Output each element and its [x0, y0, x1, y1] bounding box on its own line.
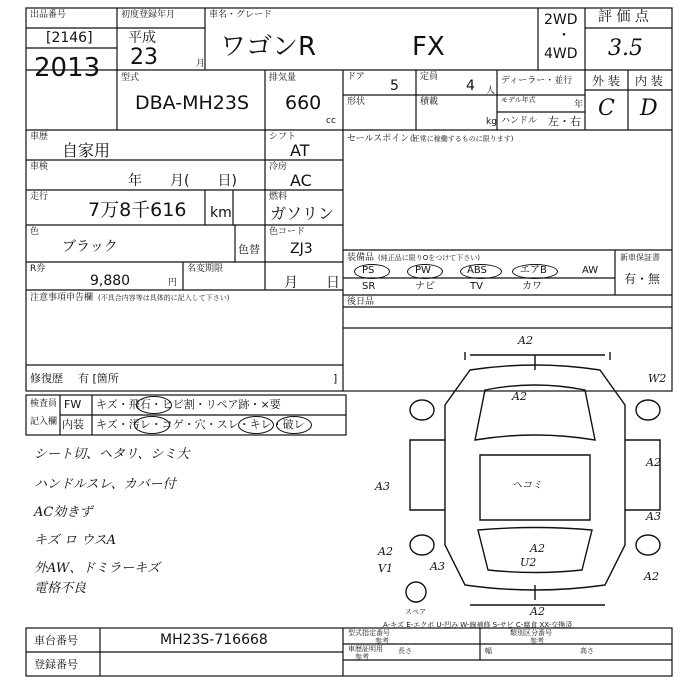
damage-mark: A2	[530, 542, 545, 555]
ac-value: AC	[290, 171, 312, 190]
damage-mark: W2	[648, 372, 667, 385]
equip-leather: カワ	[522, 281, 542, 292]
score-label: 評 価 点	[598, 9, 649, 25]
equip-aw: AW	[582, 265, 599, 276]
int-label: 内 装	[635, 74, 663, 88]
era-year: 23	[130, 45, 158, 70]
note-line: AC効きず	[34, 505, 93, 520]
name-change-value: 月 日	[284, 275, 340, 291]
sales-note: (正常に稼働するものに限ります)	[410, 135, 514, 143]
ac-label: 冷房	[269, 162, 288, 172]
length-label: 長さ	[398, 647, 412, 655]
dealer-label: ディーラー・並行	[501, 76, 573, 86]
model-value: DBA-MH23S	[135, 92, 250, 114]
damage-mark: A2	[378, 545, 393, 558]
door-label: ドア	[347, 72, 365, 82]
caution-label: 注意事項申告欄	[30, 293, 94, 303]
equip-abs: ABS	[467, 265, 487, 276]
year-unit: 年	[574, 100, 584, 110]
category-label: 類別区分番号	[510, 629, 552, 637]
int-check-items: キズ・汚レ・コゲ・穴・スレ・キレ・破レ	[96, 418, 305, 431]
equip-pw: PW	[415, 265, 431, 276]
damage-mark: A2	[518, 334, 533, 347]
car-history-sub: 参考	[355, 653, 369, 661]
mileage-value: 7万8千616	[88, 199, 187, 221]
name-change-label: 名変期限	[187, 264, 224, 274]
kg-unit: kg	[486, 117, 497, 127]
legend: A-キズ E-エクボ U-凹み W-線補修 S-サビ C-腐食 XX-交換済	[383, 621, 573, 629]
chip-circle	[136, 396, 172, 414]
damage-mark: A2	[530, 605, 545, 618]
recycle-label: R券	[30, 264, 46, 274]
inspection-value: 年 月( 日)	[128, 173, 237, 189]
cert-label: 型式指定番号	[348, 629, 390, 637]
model-year-label: モデル年式	[501, 96, 536, 104]
color-code-label: 色コード	[269, 227, 306, 237]
damage-mark: A2	[646, 456, 661, 469]
era: 平成	[128, 30, 156, 46]
int-check-label: 内装	[62, 418, 84, 431]
person-unit: 人	[486, 86, 496, 96]
color-code-value: ZJ3	[290, 241, 313, 257]
guarantee-label: 新車保証書	[620, 253, 660, 262]
equip-ps: PS	[362, 265, 375, 276]
chassis-label: 車台番号	[34, 634, 78, 647]
door-value: 5	[390, 78, 399, 94]
drive-4wd: 4WD	[544, 46, 578, 62]
mileage-label: 走行	[30, 192, 49, 202]
caution-note: (不具合内容等は具体的に記入して下さい)	[98, 294, 230, 302]
capacity-value: 4	[466, 78, 475, 94]
color-change-label: 色替	[238, 243, 260, 256]
damage-mark: A3	[375, 480, 390, 493]
repair-value: 有 [箇所	[78, 372, 119, 385]
damage-mark: ヘコミ	[512, 480, 542, 491]
height-label: 高さ	[580, 647, 594, 655]
load-label: 積載	[420, 97, 439, 107]
fuel-label: 燃料	[269, 192, 288, 202]
damage-mark: A2	[512, 390, 527, 403]
reg-label: 初度登録年月	[121, 10, 176, 20]
color-value: ブラック	[62, 239, 118, 255]
equipment-label: 装備品	[347, 253, 375, 263]
car-name: ワゴンR	[220, 32, 317, 62]
shift-label: シフト	[269, 132, 297, 142]
inspector-label-2: 記入欄	[30, 417, 58, 427]
ext-label: 外 装	[592, 74, 620, 88]
retro-label: 後日品	[347, 297, 375, 307]
use-label: 車歴	[30, 132, 49, 142]
capacity-label: 定員	[420, 72, 439, 82]
inspection-label: 車検	[30, 162, 49, 172]
damage-mark: U2	[520, 556, 537, 569]
name-label: 車名・グレード	[209, 10, 273, 20]
score-value: 3.5	[608, 36, 643, 61]
cut-circle	[276, 416, 312, 434]
handle-label: ハンドル	[501, 116, 538, 126]
color-label: 色	[30, 227, 40, 237]
stain-circle	[134, 416, 170, 434]
cc-label: 排気量	[269, 73, 297, 83]
grade: FX	[412, 32, 445, 62]
equip-tv: TV	[470, 281, 483, 292]
lot-number: [2146]	[46, 30, 93, 46]
use-value: 自家用	[62, 141, 111, 160]
inspector-label-1: 検査員	[30, 399, 58, 409]
car-history-label: 車歴証明用	[348, 645, 383, 653]
fw-label: FW	[64, 398, 82, 411]
drive-sep: ・	[557, 28, 571, 44]
chassis-value: MH23S-716668	[160, 632, 268, 648]
guarantee-value: 有・無	[624, 272, 661, 286]
note-line: 電格不良	[34, 581, 87, 596]
fuel-value: ガソリン	[270, 204, 335, 223]
note-line: シート切、ヘタリ、シミ大	[34, 447, 190, 462]
spare-label: スペア	[405, 608, 426, 616]
sales-label: セールスポイント	[347, 134, 419, 144]
cc-value: 660	[285, 92, 322, 114]
recycle-value: 9,880	[90, 273, 131, 289]
scuff-circle	[238, 416, 274, 434]
model-label: 型式	[121, 73, 140, 83]
yen-unit: 円	[168, 278, 178, 288]
damage-mark: A3	[430, 560, 445, 573]
fw-items: キズ・飛石・ヒビ割・リペア跡・×要	[96, 398, 281, 411]
ext-grade: C	[598, 96, 615, 121]
cert-sub: 参考	[375, 637, 389, 645]
damage-mark: A3	[646, 510, 661, 523]
handle-value: 左・右	[548, 115, 581, 128]
drive-2wd: 2WD	[544, 12, 578, 28]
int-grade: D	[640, 96, 658, 121]
note-line: キズ ロ ウスA	[34, 533, 117, 548]
repair-end: ]	[333, 372, 338, 385]
shape-label: 形状	[347, 97, 366, 107]
lot-label: 出品番号	[30, 10, 67, 20]
equip-sr: SR	[362, 281, 376, 292]
month-unit: 月	[196, 59, 206, 69]
car-damage-diagram	[375, 330, 670, 620]
category-sub: 参考	[530, 637, 544, 645]
km-unit: km	[210, 205, 232, 221]
year-code: 2013	[34, 53, 101, 83]
repair-label: 修復歴	[30, 372, 63, 385]
equip-navi: ナビ	[415, 281, 435, 292]
width-label: 幅	[485, 647, 492, 655]
note-line: 外AW、ドミラーキズ	[34, 561, 160, 576]
shift-value: AT	[290, 141, 310, 160]
equipment-note: (純正品に限りOをつけて下さい)	[378, 254, 480, 262]
reg-number-label: 登録番号	[34, 658, 78, 671]
damage-mark: V1	[378, 562, 393, 575]
cc-unit: cc	[326, 116, 336, 126]
equip-airbag: エアB	[520, 265, 547, 276]
damage-mark: A2	[644, 570, 659, 583]
note-line: ハンドルスレ、カバー付	[34, 477, 176, 492]
